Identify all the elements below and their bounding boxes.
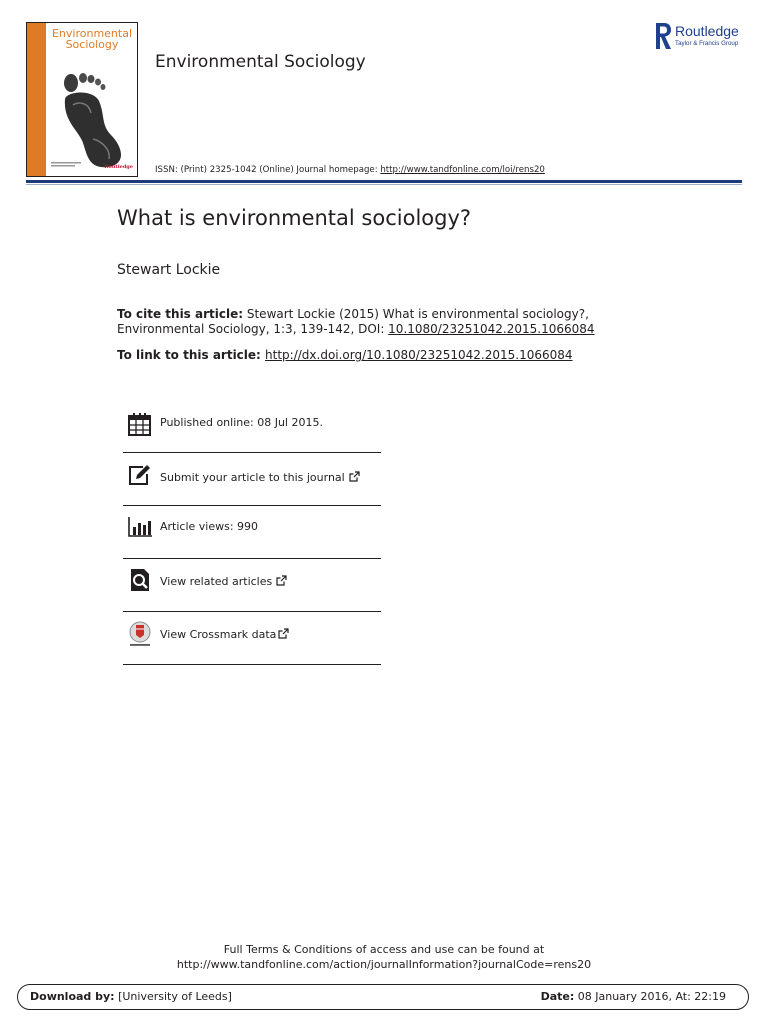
submit-article-text: Submit your article to this journal: [160, 471, 345, 484]
submit-article-item[interactable]: [123, 453, 381, 506]
cover-small-text: [51, 162, 87, 168]
bar-chart-icon: [127, 514, 153, 540]
published-online-item: [123, 400, 381, 453]
download-label: Download by:: [30, 990, 115, 1003]
related-articles-text: View related articles: [160, 575, 273, 588]
journal-name: Environmental Sociology: [155, 52, 366, 72]
edit-icon: [127, 463, 153, 489]
article-title: What is environmental sociology?: [117, 206, 472, 230]
download-date: [541, 990, 726, 1003]
terms-note: [0, 942, 768, 972]
article-views-text: Article views: 990: [160, 520, 259, 533]
routledge-r-icon: [654, 22, 672, 50]
citation-block: [117, 307, 647, 337]
search-document-icon: [127, 567, 153, 593]
cover-title-line1: Environmental: [51, 27, 133, 40]
journal-cover: [26, 22, 138, 177]
terms-url[interactable]: http://www.tandfonline.com/action/journalInformation?journalCode=rens20: [176, 958, 592, 971]
crossmark-text: View Crossmark data: [160, 628, 277, 641]
cite-text: Stewart Lockie (2015) What is environmental sociology?, Environmental Sociology, 1:3, 139-142, DOI:: [117, 307, 589, 336]
cite-doi-link[interactable]: 10.1080/23251042.2015.1066084: [388, 322, 595, 336]
external-link-icon: [278, 628, 289, 639]
cite-label: To cite this article:: [117, 307, 244, 321]
article-link-block: [117, 348, 573, 363]
footprint-icon: [49, 69, 135, 169]
issn-line: [155, 165, 545, 175]
download-by: [30, 990, 232, 1003]
article-doi-link[interactable]: http://dx.doi.org/10.1080/23251042.2015.1066084: [265, 348, 573, 362]
issn-text: ISSN: (Print) 2325-1042 (Online) Journal homepage:: [155, 165, 381, 175]
article-author: Stewart Lockie: [117, 262, 221, 278]
header-divider: [26, 180, 742, 183]
external-link-icon: [276, 575, 287, 586]
related-articles-item[interactable]: [123, 559, 381, 612]
publisher-name: Routledge: [675, 23, 739, 39]
cover-publisher-logo: Routledge: [104, 164, 133, 170]
publisher-logo: [654, 22, 750, 50]
article-views-item: [123, 506, 381, 559]
link-label: To link to this article:: [117, 348, 266, 362]
related-articles-link[interactable]: [160, 575, 287, 588]
cover-strip: [27, 23, 46, 176]
publisher-subtitle: Taylor & Francis Group: [675, 40, 739, 47]
calendar-icon: [127, 411, 153, 437]
crossmark-link[interactable]: [160, 628, 289, 641]
article-info-list: [123, 400, 381, 665]
crossmark-item[interactable]: [123, 612, 381, 665]
download-value: [University of Leeds]: [114, 990, 232, 1003]
cover-title-line2: Sociology: [65, 38, 119, 51]
crossmark-icon: [127, 621, 153, 647]
download-info-bar: [17, 984, 749, 1010]
date-value: 08 January 2016, At: 22:19: [574, 990, 726, 1003]
header-divider-thin: [26, 184, 742, 185]
date-label: Date:: [540, 990, 575, 1003]
terms-line1: Full Terms & Conditions of access and use can be found at: [223, 943, 545, 956]
cover-title: [49, 28, 135, 50]
published-online-text: Published online: 08 Jul 2015.: [160, 416, 323, 429]
submit-article-link[interactable]: [160, 471, 360, 484]
external-link-icon: [349, 471, 360, 482]
journal-homepage-link[interactable]: http://www.tandfonline.com/loi/rens20: [380, 165, 545, 175]
